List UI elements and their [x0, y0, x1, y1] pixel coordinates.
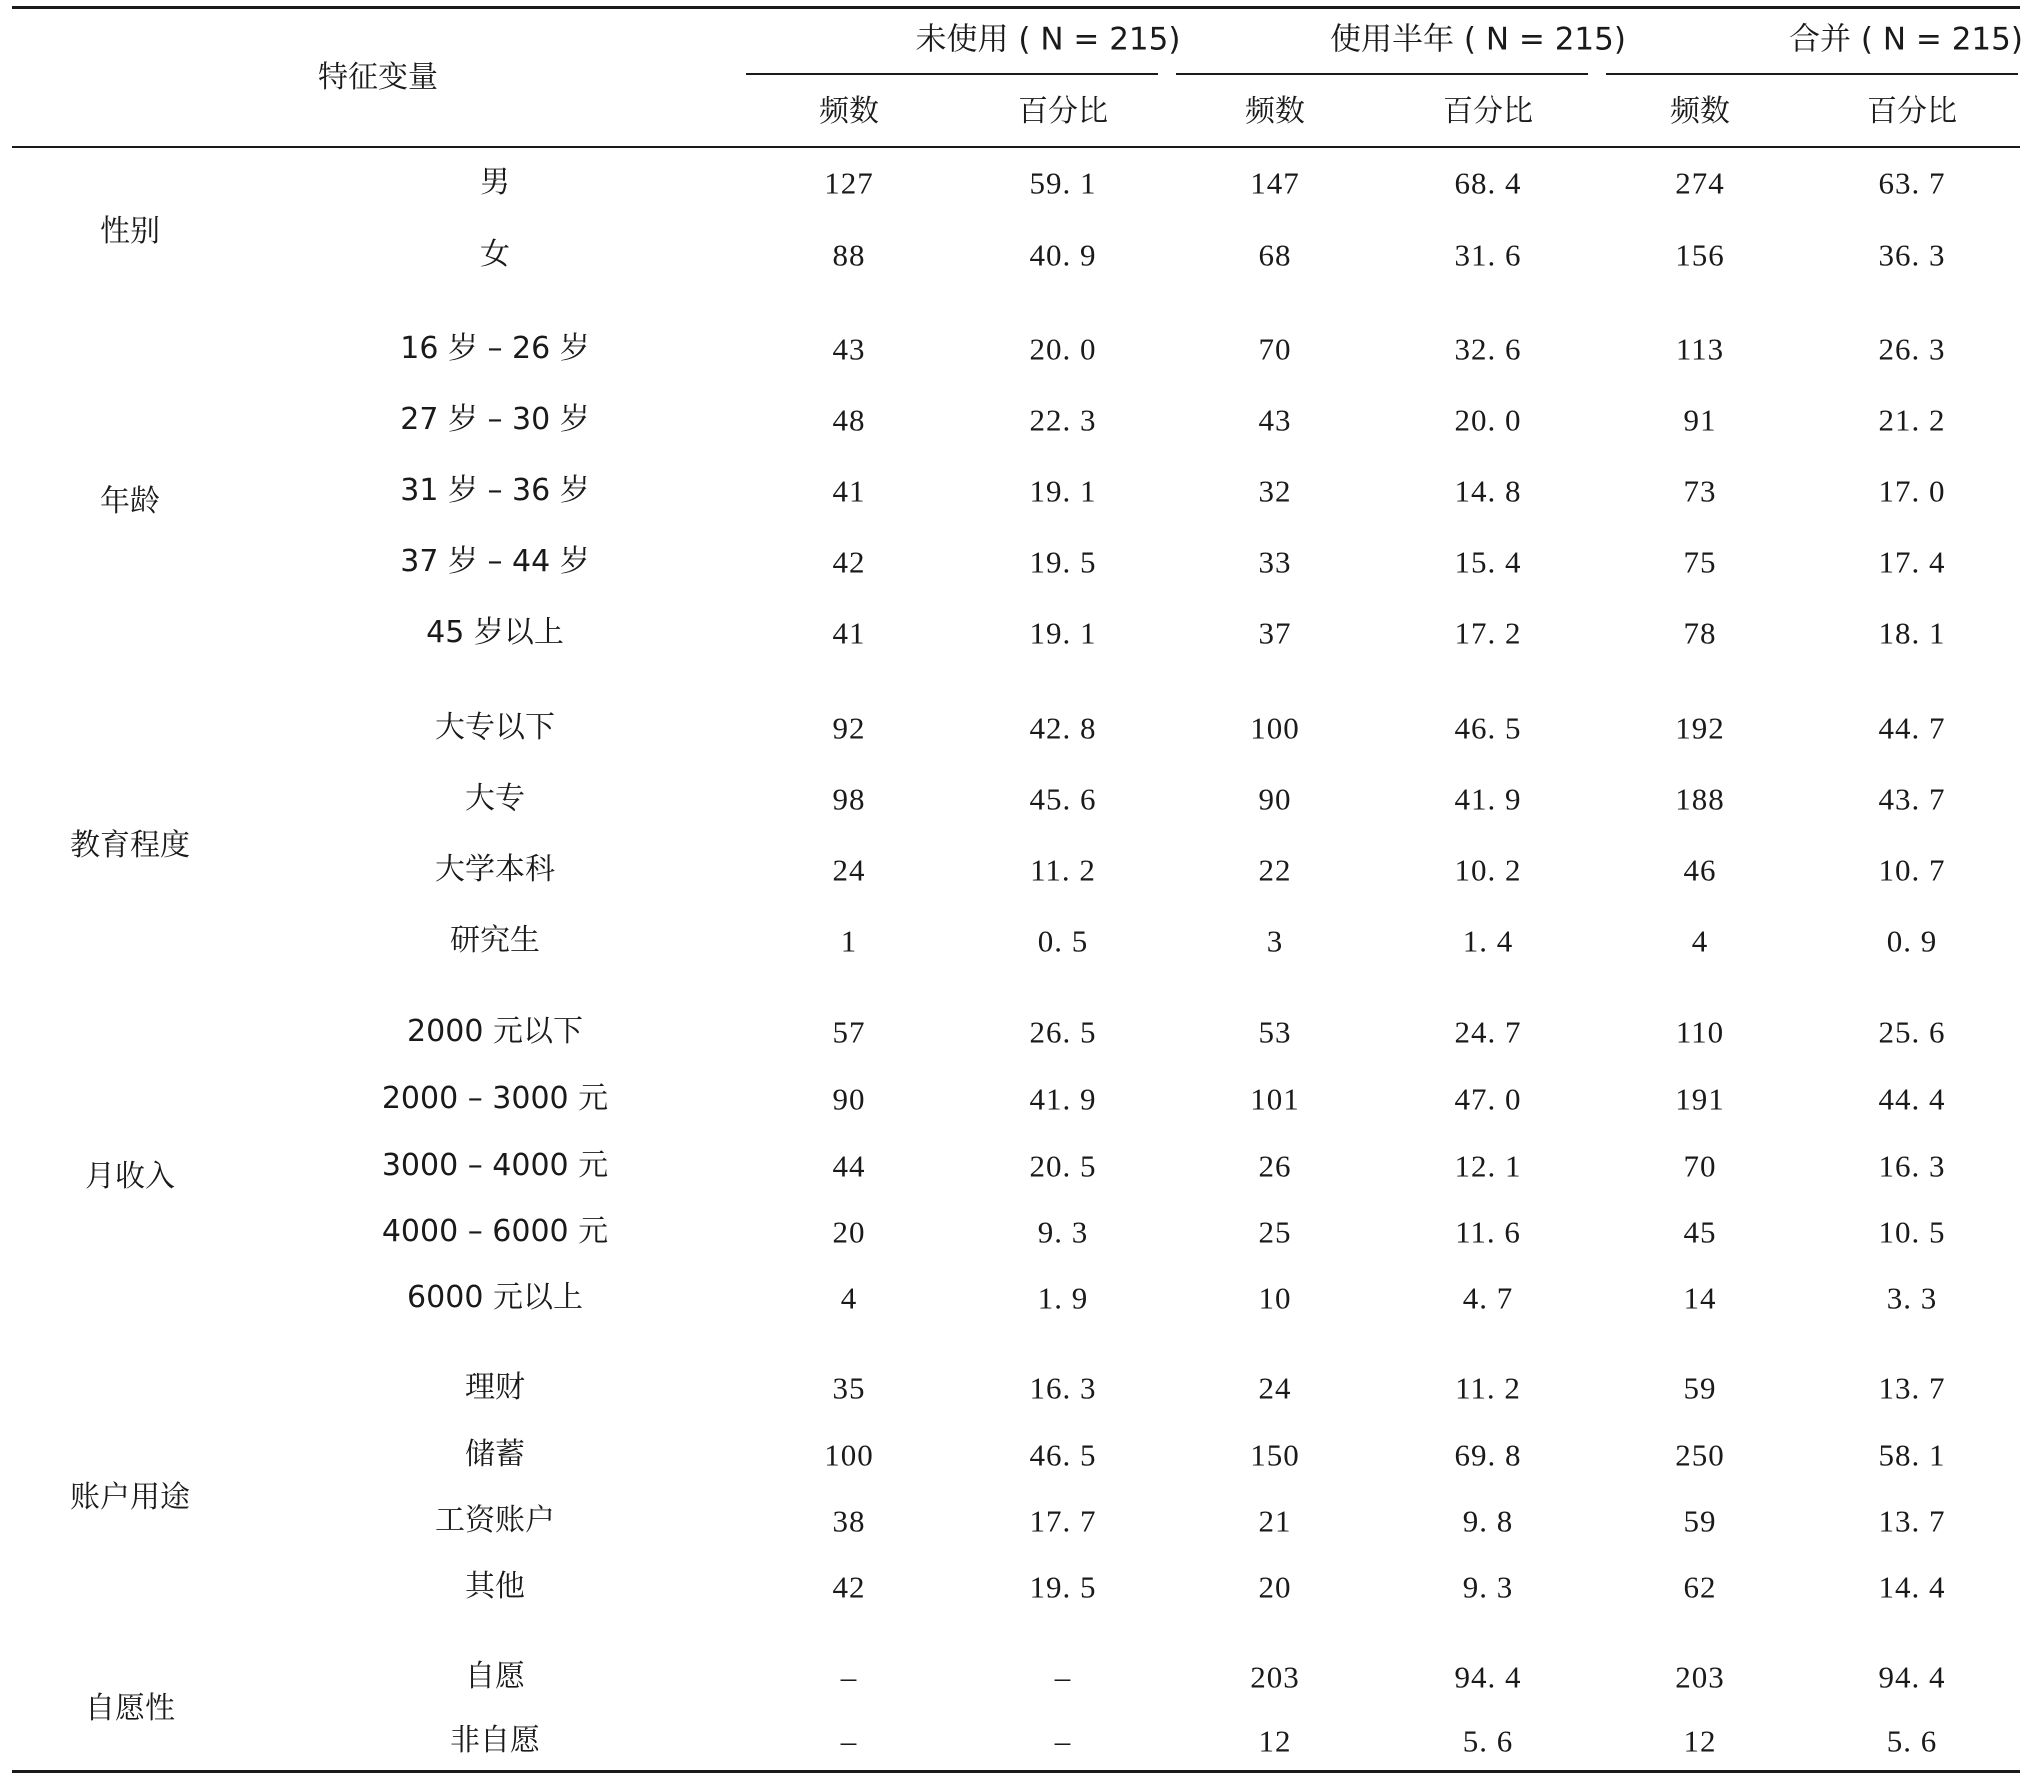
table-cell: 22. 3: [1029, 402, 1097, 438]
table-cell: 42: [832, 544, 866, 580]
table-cell: 17. 2: [1454, 615, 1522, 651]
table-cell: 78: [1683, 615, 1717, 651]
table-cell: 274: [1675, 165, 1725, 201]
table-cell: 68. 4: [1454, 165, 1522, 201]
table-cell: 32. 6: [1454, 331, 1522, 367]
table-cell: 12. 1: [1454, 1148, 1522, 1184]
table-cell: 147: [1250, 165, 1300, 201]
group-header-1: 未使用 ( N = 215): [915, 21, 1181, 58]
table-cell: 5. 6: [1886, 1723, 1938, 1759]
table-cell: 1. 9: [1037, 1280, 1089, 1316]
table-cell: 15. 4: [1454, 544, 1522, 580]
table-cell: 19. 1: [1029, 615, 1097, 651]
table-cell: 68: [1258, 237, 1292, 273]
table-cell: 11. 2: [1030, 852, 1096, 888]
row-label: 2000 – 3000 元: [381, 1081, 609, 1116]
subheader-3: 频数: [1245, 94, 1305, 129]
table-cell: 92: [832, 710, 866, 746]
table-cell: 11. 6: [1455, 1214, 1521, 1250]
table-cell: 156: [1675, 237, 1725, 273]
table-cell: 42: [832, 1569, 866, 1605]
table-cell: 26: [1258, 1148, 1292, 1184]
table-cell: 1. 4: [1462, 923, 1514, 959]
table-cell: 35: [832, 1370, 866, 1406]
table-cell: 24: [1258, 1370, 1292, 1406]
table-cell: 46: [1683, 852, 1717, 888]
table-cell: 58. 1: [1878, 1437, 1946, 1473]
header-rule: [12, 146, 2020, 148]
table-cell: 94. 4: [1878, 1659, 1946, 1695]
group-rule-2: [1176, 73, 1588, 75]
table-cell: 37: [1258, 615, 1292, 651]
table-cell: 43. 7: [1878, 781, 1946, 817]
table-cell: 12: [1258, 1723, 1292, 1759]
table-cell: 46. 5: [1029, 1437, 1097, 1473]
row-label: 理财: [465, 1370, 525, 1405]
table-cell: 69. 8: [1454, 1437, 1522, 1473]
table-cell: 16. 3: [1029, 1370, 1097, 1406]
table-cell: 10. 7: [1878, 852, 1946, 888]
row-label: 2000 元以下: [407, 1014, 583, 1049]
row-label: 27 岁 – 30 岁: [400, 402, 590, 437]
table-cell: 43: [1258, 402, 1292, 438]
subheader-2: 百分比: [1018, 94, 1108, 129]
table-cell: 40. 9: [1029, 237, 1097, 273]
row-label: 非自愿: [450, 1723, 540, 1758]
table-cell: 9. 3: [1462, 1569, 1514, 1605]
table-cell: 10. 5: [1878, 1214, 1946, 1250]
table-cell: 3. 3: [1886, 1280, 1938, 1316]
table-cell: 43: [832, 331, 866, 367]
table-cell: 20: [1258, 1569, 1292, 1605]
row-label: 工资账户: [435, 1503, 555, 1538]
table-cell: 0. 9: [1886, 923, 1938, 959]
table-cell: 13. 7: [1878, 1503, 1946, 1539]
group-header-3: 合并 ( N = 215): [1789, 21, 2023, 58]
table-cell: 250: [1675, 1437, 1725, 1473]
table-cell: 21: [1258, 1503, 1292, 1539]
section-label: 月收入: [85, 1159, 175, 1194]
row-label: 男: [480, 165, 510, 200]
table-cell: 90: [832, 1081, 866, 1117]
table-cell: 42. 8: [1029, 710, 1097, 746]
table-cell: 45. 6: [1029, 781, 1097, 817]
table-cell: 188: [1675, 781, 1725, 817]
table-cell: 14. 8: [1454, 473, 1522, 509]
group-rule-3: [1606, 73, 2018, 75]
table-cell: 70: [1683, 1148, 1717, 1184]
table-cell: 11. 2: [1455, 1370, 1521, 1406]
table-cell: 18. 1: [1878, 615, 1946, 651]
row-label: 储蓄: [465, 1437, 525, 1472]
table-cell: 191: [1675, 1081, 1725, 1117]
row-label: 16 岁 – 26 岁: [400, 331, 590, 366]
row-label: 研究生: [450, 923, 540, 958]
table-cell: 100: [824, 1437, 874, 1473]
table-cell: 63. 7: [1878, 165, 1946, 201]
table-cell: 75: [1683, 544, 1717, 580]
table-cell: 44: [832, 1148, 866, 1184]
table-cell: 41: [832, 473, 866, 509]
table-cell: 14. 4: [1878, 1569, 1946, 1605]
table-cell: 25: [1258, 1214, 1292, 1250]
table-cell: 1: [840, 923, 858, 959]
table-cell: 100: [1250, 710, 1300, 746]
table-cell: 62: [1683, 1569, 1717, 1605]
table-cell: 44. 4: [1878, 1081, 1946, 1117]
table-cell: 59: [1683, 1503, 1717, 1539]
feature-header: 特征变量: [318, 60, 438, 95]
subheader-4: 百分比: [1443, 94, 1533, 129]
table-cell: 41. 9: [1029, 1081, 1097, 1117]
table-cell: 41. 9: [1454, 781, 1522, 817]
row-label: 大专: [465, 781, 525, 816]
table-cell: 16. 3: [1878, 1148, 1946, 1184]
table-cell: 45: [1683, 1214, 1717, 1250]
table-cell: 10: [1258, 1280, 1292, 1316]
table-cell: 48: [832, 402, 866, 438]
section-label: 自愿性: [85, 1691, 175, 1726]
table-cell: 53: [1258, 1014, 1292, 1050]
section-label: 教育程度: [70, 828, 190, 863]
table-cell: 3: [1266, 923, 1284, 959]
table-cell: 32: [1258, 473, 1292, 509]
table-cell: 192: [1675, 710, 1725, 746]
row-label: 其他: [465, 1569, 525, 1604]
group-rule-1: [746, 73, 1158, 75]
table-cell: 59. 1: [1029, 165, 1097, 201]
table-cell: 91: [1683, 402, 1717, 438]
table-cell: –: [840, 1723, 858, 1759]
table-cell: –: [1054, 1723, 1072, 1759]
table-cell: 4: [840, 1280, 858, 1316]
table-cell: 14: [1683, 1280, 1717, 1316]
section-label: 账户用途: [70, 1480, 190, 1515]
table-cell: 59: [1683, 1370, 1717, 1406]
table-cell: 22: [1258, 852, 1292, 888]
table-cell: –: [1054, 1659, 1072, 1695]
row-label: 4000 – 6000 元: [381, 1214, 609, 1249]
table-cell: 110: [1675, 1014, 1725, 1050]
row-label: 31 岁 – 36 岁: [400, 473, 590, 508]
table-cell: 26. 3: [1878, 331, 1946, 367]
row-label: 自愿: [465, 1659, 525, 1694]
subheader-5: 频数: [1670, 94, 1730, 129]
table-cell: 98: [832, 781, 866, 817]
table-cell: 17. 7: [1029, 1503, 1097, 1539]
table-cell: 24. 7: [1454, 1014, 1522, 1050]
table-cell: 5. 6: [1462, 1723, 1514, 1759]
table-cell: 19. 1: [1029, 473, 1097, 509]
table-cell: 41: [832, 615, 866, 651]
row-label: 37 岁 – 44 岁: [400, 544, 590, 579]
top-rule: [12, 6, 2020, 9]
row-label: 大学本科: [435, 852, 555, 887]
table-cell: 57: [832, 1014, 866, 1050]
table-cell: 101: [1250, 1081, 1300, 1117]
table-cell: 9. 8: [1462, 1503, 1514, 1539]
section-label: 性别: [100, 214, 160, 249]
table-cell: 90: [1258, 781, 1292, 817]
table-cell: 44. 7: [1878, 710, 1946, 746]
table-cell: –: [840, 1659, 858, 1695]
table-cell: 203: [1675, 1659, 1725, 1695]
table-cell: 17. 0: [1878, 473, 1946, 509]
table-cell: 33: [1258, 544, 1292, 580]
table-cell: 10. 2: [1454, 852, 1522, 888]
table-cell: 88: [832, 237, 866, 273]
table-cell: 73: [1683, 473, 1717, 509]
table-cell: 20. 5: [1029, 1148, 1097, 1184]
bottom-rule: [12, 1770, 2020, 1773]
table-cell: 46. 5: [1454, 710, 1522, 746]
subheader-6: 百分比: [1867, 94, 1957, 129]
table-cell: 20. 0: [1454, 402, 1522, 438]
table-cell: 19. 5: [1029, 544, 1097, 580]
table-cell: 17. 4: [1878, 544, 1946, 580]
table-cell: 203: [1250, 1659, 1300, 1695]
table-cell: 25. 6: [1878, 1014, 1946, 1050]
table-cell: 94. 4: [1454, 1659, 1522, 1695]
table-cell: 20: [832, 1214, 866, 1250]
table-cell: 4. 7: [1462, 1280, 1514, 1316]
table-cell: 38: [832, 1503, 866, 1539]
table-cell: 0. 5: [1037, 923, 1089, 959]
row-label: 大专以下: [435, 710, 555, 745]
table-cell: 127: [824, 165, 874, 201]
row-label: 6000 元以上: [407, 1280, 583, 1315]
table-cell: 113: [1675, 331, 1725, 367]
table-cell: 4: [1691, 923, 1709, 959]
subheader-1: 频数: [819, 94, 879, 129]
table-cell: 20. 0: [1029, 331, 1097, 367]
row-label: 3000 – 4000 元: [381, 1148, 609, 1183]
row-label: 45 岁以上: [426, 615, 564, 650]
table-cell: 47. 0: [1454, 1081, 1522, 1117]
table-cell: 36. 3: [1878, 237, 1946, 273]
table-cell: 19. 5: [1029, 1569, 1097, 1605]
table-cell: 9. 3: [1037, 1214, 1089, 1250]
section-label: 年龄: [100, 484, 160, 519]
table-cell: 12: [1683, 1723, 1717, 1759]
group-header-2: 使用半年 ( N = 215): [1330, 21, 1626, 58]
table-cell: 70: [1258, 331, 1292, 367]
table-cell: 24: [832, 852, 866, 888]
table-cell: 26. 5: [1029, 1014, 1097, 1050]
table-cell: 13. 7: [1878, 1370, 1946, 1406]
table-cell: 21. 2: [1878, 402, 1946, 438]
table-cell: 31. 6: [1454, 237, 1522, 273]
row-label: 女: [480, 237, 510, 272]
table-cell: 150: [1250, 1437, 1300, 1473]
